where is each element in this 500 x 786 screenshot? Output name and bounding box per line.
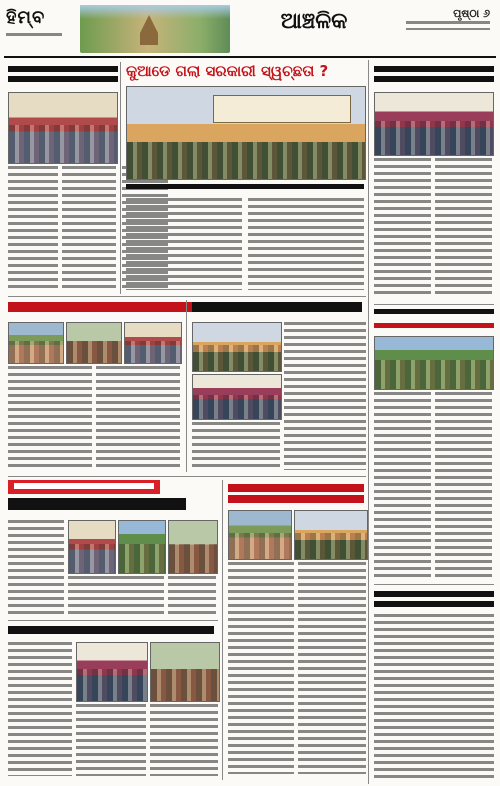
temple-icon <box>140 15 158 45</box>
headline-lines <box>374 66 494 84</box>
story-lower-left-photo-3 <box>168 520 218 574</box>
story-right-top-photo <box>374 92 494 156</box>
story-mid-left-photo-2 <box>66 322 122 364</box>
story-right-bottom-text <box>374 614 494 780</box>
photo-people <box>151 669 219 701</box>
story-top-center-text-col1 <box>126 198 242 290</box>
photo-people <box>9 125 117 164</box>
story-right-top-headline <box>374 64 494 88</box>
story-mid-right-headline <box>192 300 366 318</box>
logo-text: ହିମ୍ବ <box>6 7 46 28</box>
kicker-lines <box>14 483 154 491</box>
headline-lines <box>8 626 214 636</box>
divider <box>8 620 218 621</box>
page-number: ପୃଷ୍ଠା ୬ <box>453 7 490 20</box>
divider <box>8 296 366 297</box>
subhead-lines <box>126 184 364 192</box>
headline-lines <box>8 302 198 314</box>
story-bottom-left-text-col2 <box>76 704 146 776</box>
story-right-top-text-col1 <box>374 158 431 296</box>
story-lower-center-photo-2 <box>294 510 368 560</box>
story-lower-center-photo-1 <box>228 510 292 560</box>
dateline <box>406 21 490 30</box>
divider <box>374 304 494 305</box>
story-mid-right-photo-1 <box>192 322 282 372</box>
headline-lines <box>374 591 494 608</box>
story-mid-left-text-col2 <box>96 366 180 470</box>
photo-people <box>125 341 181 363</box>
story-left-top-photo <box>8 92 118 164</box>
masthead-rule <box>4 56 496 58</box>
banner-sky <box>80 5 230 19</box>
headline-lines <box>8 498 186 512</box>
story-lower-center-text-col1 <box>228 562 294 774</box>
story-lower-left-photo-1 <box>68 520 116 574</box>
photo-people <box>9 341 63 363</box>
story-right-mid-text-col1 <box>374 392 431 578</box>
photo-people <box>229 533 291 559</box>
newspaper-logo[interactable] <box>6 7 76 51</box>
story-mid-left-photo-1 <box>8 322 64 364</box>
headline-lines <box>8 66 118 84</box>
subhead-lines <box>374 323 494 330</box>
story-right-mid-photo <box>374 336 494 390</box>
header-banner-image <box>80 5 230 53</box>
photo-people <box>119 544 165 573</box>
story-lower-center-headline <box>228 482 366 506</box>
story-bottom-left-headline <box>8 624 218 638</box>
story-lower-left-text-col1 <box>8 520 64 616</box>
story-mid-left-photo-3 <box>124 322 182 364</box>
story-lower-left-text-col3 <box>168 576 216 616</box>
story-lower-center-text-col2 <box>298 562 366 774</box>
story-mid-left-headline <box>8 300 208 318</box>
photo-people <box>69 544 115 573</box>
story-top-center-text-col2 <box>248 198 364 290</box>
photo-people <box>127 142 365 179</box>
story-lower-left-text-col2 <box>68 576 164 616</box>
story-left-top-headline <box>8 64 118 88</box>
headline-lines <box>228 484 364 504</box>
photo-people <box>193 395 281 419</box>
right-column-divider <box>368 60 369 784</box>
story-right-bottom-headline <box>374 590 494 610</box>
story-left-top-text-col2 <box>62 166 116 292</box>
photo-people <box>295 533 367 559</box>
story-top-center-subhead <box>126 182 364 194</box>
photo-people <box>77 669 147 701</box>
story-bottom-left-photo-2 <box>150 642 220 702</box>
story-lower-left-headline <box>8 496 188 516</box>
column-divider <box>120 62 121 294</box>
story-mid-right-photo-2 <box>192 374 282 420</box>
story-bottom-left-text-col1 <box>8 642 72 776</box>
story-right-top-text-col2 <box>435 158 492 296</box>
story-bottom-left-text-col3 <box>150 704 218 776</box>
logo-tagline <box>6 33 62 37</box>
photo-people <box>67 341 121 363</box>
photo-signboard <box>213 95 351 123</box>
story-mid-right-text <box>284 322 366 470</box>
masthead <box>6 3 494 55</box>
photo-people <box>375 360 493 389</box>
story-top-center-photo <box>126 86 366 180</box>
story-mid-left-text-col1 <box>8 366 92 470</box>
story-mid-right-text-2 <box>192 422 280 470</box>
story-lower-left-photo-2 <box>118 520 166 574</box>
story-top-center-headline: କୁଆଡେ ଗଲା ସରକାରୀ ସ୍ୱଚ୍ଛତା ? <box>126 62 329 80</box>
divider <box>374 584 494 585</box>
photo-people <box>169 544 217 573</box>
story-lower-left-kicker <box>8 480 160 494</box>
story-right-mid-subhead <box>374 322 494 332</box>
column-divider <box>222 480 223 780</box>
story-right-mid-text-col2 <box>435 392 492 578</box>
divider <box>8 476 366 477</box>
headline-lines <box>192 302 362 314</box>
headline-lines <box>374 309 494 316</box>
column-divider <box>186 300 187 472</box>
section-title: ଆଞ୍ଚଳିକ <box>280 9 348 34</box>
story-right-mid-headline <box>374 308 494 318</box>
photo-people <box>375 121 493 155</box>
photo-people <box>193 345 281 371</box>
story-left-top-text-col1 <box>8 166 58 292</box>
story-bottom-left-photo-1 <box>76 642 148 702</box>
